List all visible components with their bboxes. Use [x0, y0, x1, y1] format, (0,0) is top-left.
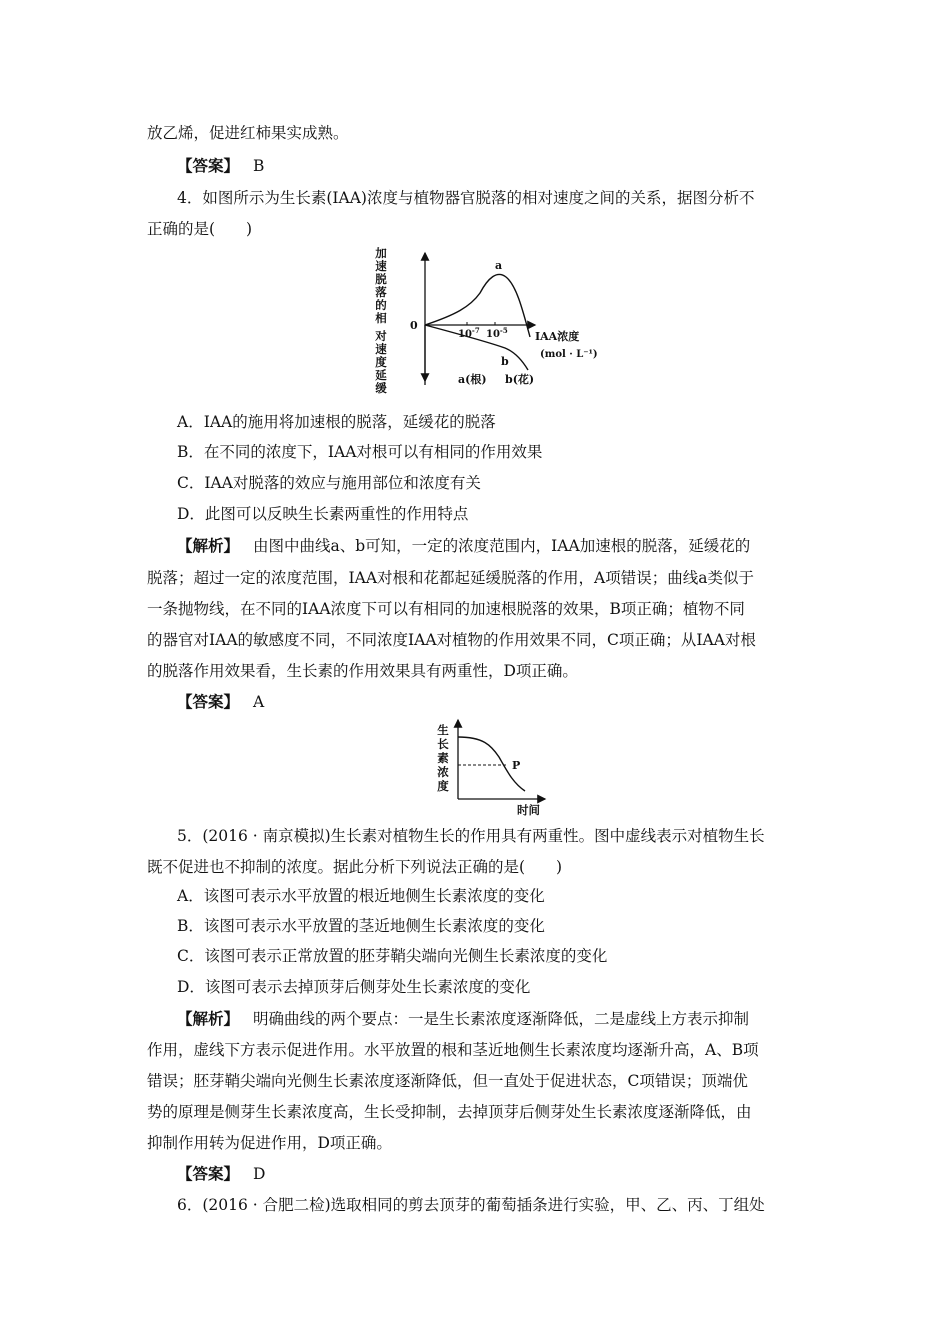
option-c: C．该图可表示正常放置的胚芽鞘尖端向光侧生长素浓度的变化: [177, 947, 608, 965]
y-label-char: 的: [375, 298, 387, 312]
text-line: 放乙烯，促进红柿果实成熟。: [147, 124, 349, 142]
x-axis-label: 时间: [517, 803, 540, 817]
option-d: D．此图可以反映生长素两重性的作用特点: [177, 505, 469, 523]
answer-value: B: [253, 157, 265, 175]
y-axis-label: [437, 723, 449, 793]
analysis-line: 【解析】 由图中曲线a、b可知，一定的浓度范围内，IAA加速根的脱落，延缓花的: [177, 536, 751, 555]
question-stem: 既不促进也不抑制的浓度。据此分析下列说法正确的是( ): [147, 858, 563, 876]
analysis-line: 一条抛物线，在不同的IAA浓度下可以有相同的加速根脱落的效果，B项正确；植物不同: [147, 600, 745, 618]
answer-line: [177, 156, 264, 176]
answer-line: [177, 692, 264, 712]
question-stem: 5．(2016 · 南京模拟)生长素对植物生长的作用具有两重性。图中虚线表示对植物生长: [177, 827, 765, 845]
y-label-char: 延: [375, 368, 387, 382]
y-label-char: 速: [375, 259, 387, 273]
y-label-char: 速: [375, 342, 387, 356]
y-label-char: 度: [437, 779, 449, 793]
answer-tag: 【答案】: [177, 156, 240, 175]
question-stem: 正确的是( ): [147, 220, 253, 238]
option-d: D．该图可表示去掉顶芽后侧芽处生长素浓度的变化: [177, 978, 531, 996]
y-label-char: 对: [375, 329, 387, 343]
analysis-tag: 【解析】: [177, 1009, 240, 1028]
x-axis-label: IAA浓度: [535, 330, 580, 343]
curve-b-label: b: [501, 355, 509, 368]
y-label-char: 加: [375, 246, 387, 260]
answer-value: D: [253, 1165, 266, 1183]
option-a: A．该图可表示水平放置的根近地侧生长素浓度的变化: [177, 887, 545, 905]
origin-label: 0: [410, 319, 418, 332]
answer-tag: 【答案】: [177, 692, 240, 711]
answer-tag: 【答案】: [177, 1164, 240, 1183]
answer-value: A: [253, 693, 265, 711]
point-label: P: [512, 759, 521, 772]
y-label-char: 落: [375, 285, 387, 299]
analysis-line: 的脱落作用效果看，生长素的作用效果具有两重性，D项正确。: [147, 662, 578, 680]
y-label-char: 缓: [375, 381, 387, 395]
legend-a: a(根): [458, 373, 487, 386]
analysis-line: 势的原理是侧芽生长素浓度高，生长受抑制，去掉顶芽后侧芽处生长素浓度逐渐降低，由: [147, 1103, 752, 1121]
y-label-char: 度: [375, 355, 387, 369]
analysis-tag: 【解析】: [177, 536, 240, 555]
option-b: B．该图可表示水平放置的茎近地侧生长素浓度的变化: [177, 917, 545, 935]
y-label-char: 浓: [437, 765, 449, 779]
iaa-abscission-figure: [370, 245, 620, 400]
auxin-time-figure: [433, 715, 563, 820]
question-stem: 6．(2016 · 合肥二检)选取相同的剪去顶芽的葡萄插条进行实验，甲、乙、丙、丁组处: [177, 1196, 765, 1214]
option-a: A．IAA的施用将加速根的脱落，延缓花的脱落: [177, 413, 496, 431]
x-axis-unit: (mol · L⁻¹): [540, 349, 598, 360]
y-label-char: 长: [437, 737, 449, 751]
analysis-line: 的器官对IAA的敏感度不同，不同浓度IAA对植物的作用效果不同，C项正确；从IAA对根: [147, 631, 756, 649]
option-b: B．在不同的浓度下，IAA对根可以有相同的作用效果: [177, 443, 543, 461]
y-label-char: 相: [375, 311, 387, 325]
option-c: C．IAA对脱落的效应与施用部位和浓度有关: [177, 474, 481, 492]
analysis-line: 【解析】 明确曲线的两个要点：一是生长素浓度逐渐降低，二是虚线上方表示抑制: [177, 1009, 750, 1028]
legend-b: b(花): [505, 373, 535, 386]
analysis-line: 脱落；超过一定的浓度范围，IAA对根和花都起延缓脱落的作用，A项错误；曲线a类似于: [147, 569, 754, 587]
y-label-char: 素: [437, 751, 449, 765]
answer-line: [177, 1164, 265, 1184]
analysis-line: 抑制作用转为促进作用，D项正确。: [147, 1134, 392, 1152]
y-axis-label: [374, 246, 387, 395]
y-label-char: 生: [437, 723, 449, 737]
question-stem: 4．如图所示为生长素(IAA)浓度与植物器官脱落的相对速度之间的关系，据图分析不: [177, 189, 755, 207]
tick-label-2: $10^{-5}$: [486, 326, 508, 340]
y-label-char: 脱: [375, 272, 387, 286]
analysis-line: 错误；胚芽鞘尖端向光侧生长素浓度逐渐降低，但一直处于促进状态，C项错误；顶端优: [147, 1072, 748, 1090]
tick-label-1: $10^{-7}$: [458, 326, 480, 340]
analysis-line: 作用，虚线下方表示促进作用。水平放置的根和茎近地侧生长素浓度均逐渐升高，A、B项: [147, 1041, 759, 1059]
curve-a-label: a: [495, 259, 503, 272]
